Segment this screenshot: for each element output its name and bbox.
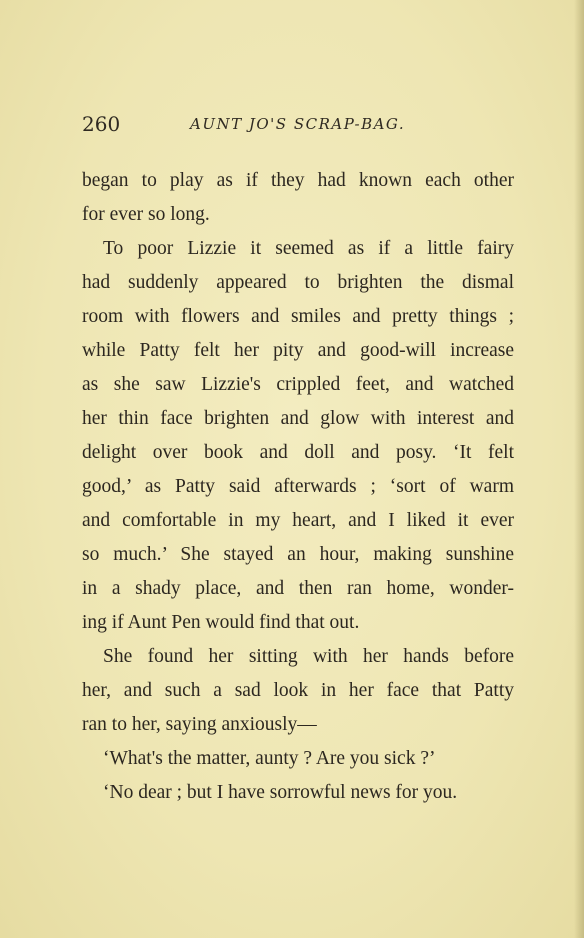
- running-title: AUNT JO'S SCRAP-BAG.: [190, 115, 406, 133]
- page-number: 260: [82, 112, 121, 136]
- text-line: while Patty felt her pity and good-will increase: [82, 340, 514, 361]
- page-header: [82, 112, 512, 140]
- text-line: so much.’ She stayed an hour, making sunshine: [82, 544, 514, 565]
- text-line: her, and such a sad look in her face that Patty: [82, 680, 514, 701]
- text-line: delight over book and doll and posy. ‘It felt: [82, 442, 514, 463]
- text-line: She found her sitting with her hands before: [103, 646, 514, 667]
- text-line: had suddenly appeared to brighten the dismal: [82, 272, 514, 293]
- text-line: as she saw Lizzie's crippled feet, and watched: [82, 374, 514, 395]
- text-line: good,’ as Patty said afterwards ; ‘sort of warm: [82, 476, 514, 497]
- text-line: for ever so long.: [82, 204, 210, 225]
- text-line: ‘No dear ; but I have sorrowful news for you.: [103, 782, 458, 803]
- text-line: began to play as if they had known each other: [82, 170, 514, 191]
- text-line: in a shady place, and then ran home, wonder-: [82, 578, 514, 599]
- text-line: her thin face brighten and glow with interest and: [82, 408, 514, 429]
- text-line: and comfortable in my heart, and I liked it ever: [82, 510, 514, 531]
- text-line: ing if Aunt Pen would find that out.: [82, 612, 360, 633]
- text-line: ‘What's the matter, aunty ? Are you sick ?’: [103, 748, 436, 769]
- body-text: [82, 164, 514, 810]
- text-line: ran to her, saying anxiously—: [82, 714, 317, 735]
- text-line: To poor Lizzie it seemed as if a little fairy: [103, 238, 514, 259]
- page-edge-shadow: [574, 0, 584, 938]
- text-line: room with flowers and smiles and pretty things ;: [82, 306, 514, 327]
